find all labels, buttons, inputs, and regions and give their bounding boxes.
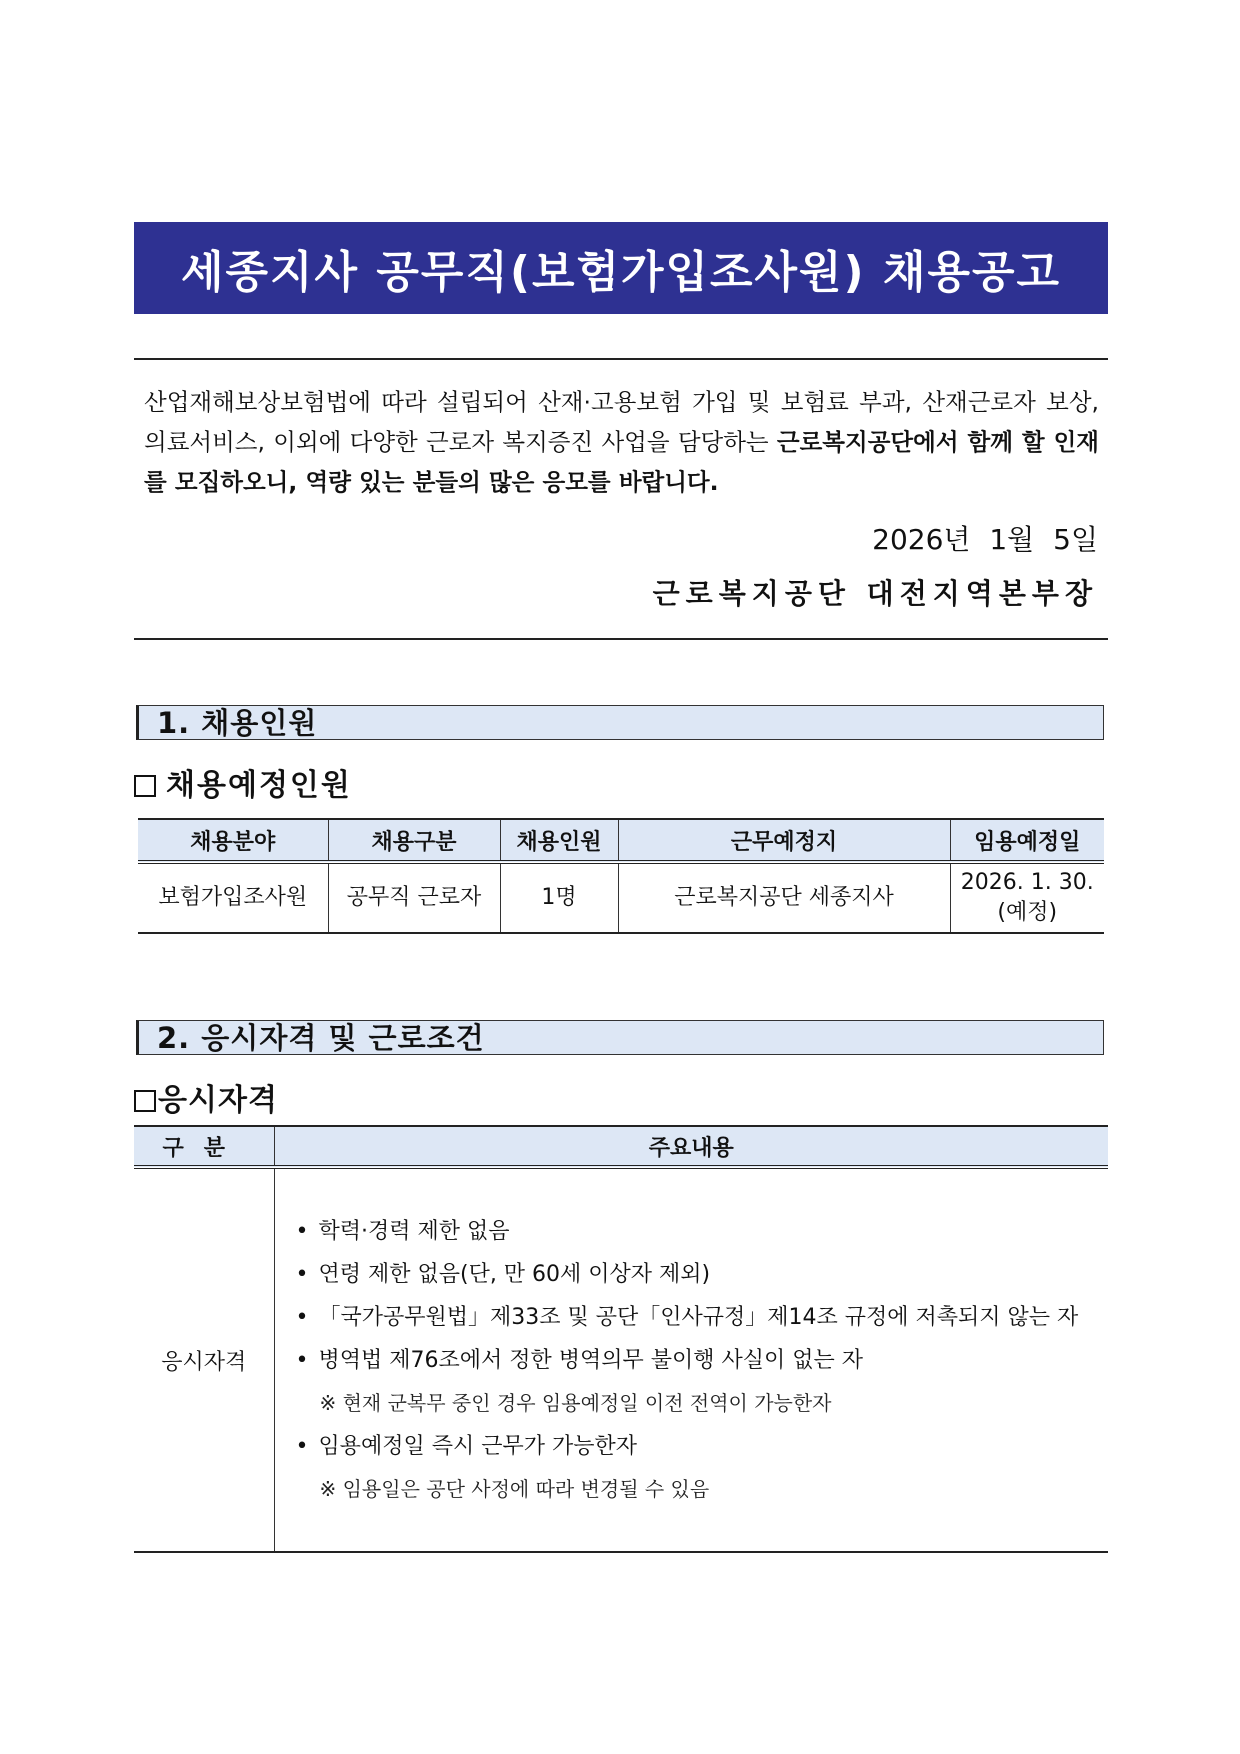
header-count: 채용인원 [500, 819, 618, 862]
subheading-headcount [134, 760, 352, 804]
announcement-date: 2026년 1월 5일 [872, 523, 1098, 556]
signer: 근로복지공단 대전지역본부장 [652, 577, 1098, 610]
cell-category: 응시자격 [134, 1167, 274, 1552]
checkbox-icon [134, 775, 156, 797]
start-date-value: 2026. 1. 30. [960, 870, 1094, 895]
header-content: 주요내용 [274, 1126, 1108, 1167]
header-type: 채용구분 [328, 819, 500, 862]
cell-location: 근로복지공단 세종지사 [618, 862, 950, 933]
page-title: 세종지사 공무직(보험가입조사원) 채용공고 [134, 222, 1108, 314]
checkbox-icon [134, 1090, 156, 1112]
list-note: ※ 임용일은 공단 사정에 따라 변경될 수 있음 [319, 1476, 710, 1501]
intro-text: 산업재해보상보험법에 따라 설립되어 산재·고용보험 가입 및 보험료 부과, 산재근로자 보상, 의료서비스, 이외에 다양한 근로자 복지증진 사업을 담당하는 [144, 388, 1099, 456]
section-heading-2: 2. 응시자격 및 근로조건 [136, 1020, 1104, 1055]
qualification-table [134, 1125, 1108, 1553]
cell-count: 1명 [500, 862, 618, 933]
cell-field: 보험가입조사원 [138, 862, 328, 933]
headcount-table [138, 818, 1104, 934]
list-item: • 병역법 제76조에서 정한 병역의무 불이행 사실이 없는 자 [296, 1339, 1108, 1382]
list-item: • 학력·경력 제한 없음 [296, 1210, 1108, 1253]
cell-content [274, 1167, 1108, 1552]
header-field: 채용분야 [138, 819, 328, 862]
start-date-note: (예정) [997, 900, 1058, 925]
list-item: • 「국가공무원법」제33조 및 공단「인사규정」제14조 규정에 저촉되지 않는 자 [296, 1296, 1108, 1339]
intro-bold-text: 근로복지공단에서 함께 할 인재를 모집하오니, 역량 있는 분들의 많은 응모를 바랍니다. [144, 428, 1099, 496]
header-category: 구분 [134, 1126, 274, 1167]
header-location: 근무예정지 [618, 819, 950, 862]
list-item: • 임용예정일 즉시 근무가 가능한자 [296, 1425, 1108, 1468]
table-header-row [134, 1126, 1108, 1167]
table-row [134, 1167, 1108, 1552]
requirement-list [276, 1210, 1108, 1511]
list-item: • 연령 제한 없음(단, 만 60세 이상자 제외) [296, 1253, 1108, 1296]
intro-paragraph [144, 382, 1099, 502]
list-note: ※ 현재 군복무 중인 경우 임용예정일 이전 전역이 가능한자 [319, 1390, 832, 1415]
section-heading-1: 1. 채용인원 [136, 705, 1104, 740]
cell-start-date [950, 862, 1104, 933]
subheading-qualifications [134, 1075, 278, 1119]
header-start-date: 임용예정일 [950, 819, 1104, 862]
table-row [138, 862, 1104, 933]
subheading-label: 응시자격 [158, 1083, 278, 1118]
intro-box [134, 358, 1108, 640]
cell-type: 공무직 근로자 [328, 862, 500, 933]
subheading-label: 채용예정인원 [166, 768, 352, 803]
table-header-row [138, 819, 1104, 862]
